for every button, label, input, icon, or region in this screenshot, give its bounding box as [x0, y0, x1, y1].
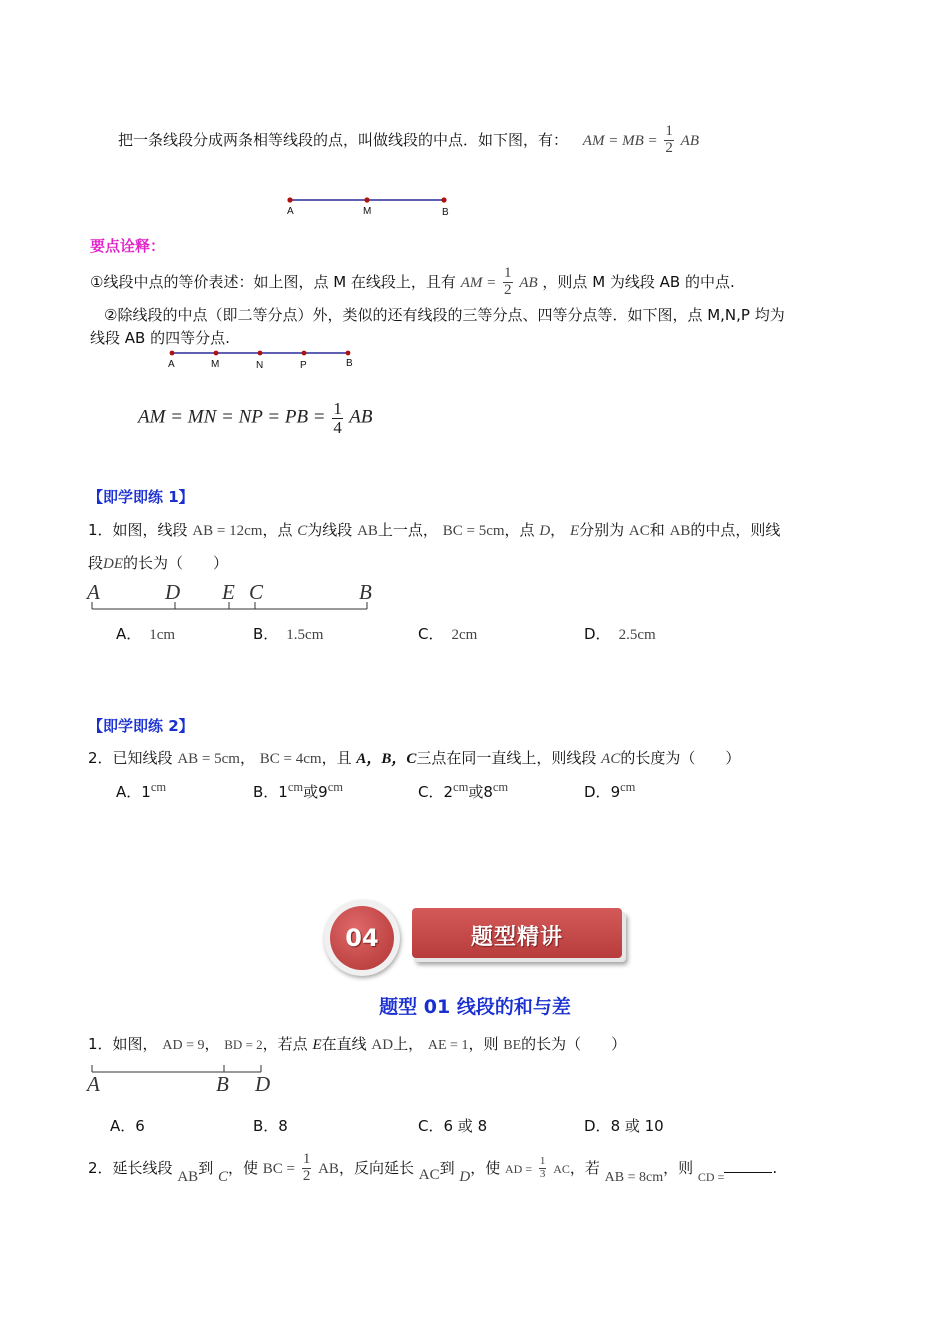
- practice1-question-line1: 1．如图，线段 AB = 12cm，点 C为线段 AB上一点， BC = 5cm，点 D， E分别为 AC和 AB的中点，则线: [88, 521, 781, 539]
- point-b: [441, 197, 446, 202]
- p1-fig-label-d: D: [165, 580, 181, 604]
- practice1-title: 【即学即练 1】: [88, 488, 194, 506]
- p1-option-b[interactable]: B． 1.5cm: [253, 625, 324, 643]
- banner-number: 04: [345, 924, 379, 952]
- point-m: [364, 197, 369, 202]
- p2-option-a[interactable]: A．$1^{cm}$: [116, 780, 167, 801]
- fig2-label-b: B: [346, 358, 353, 369]
- fig2-label-m: M: [211, 359, 220, 370]
- p1-fig-label-b: B: [359, 580, 372, 604]
- intro-formula-right: AB: [680, 132, 699, 149]
- practice2-question: 2．已知线段 AB = 5cm， BC = 4cm，且 A，B，C三点在同一直线上，则线段 AC的长度为（ ）: [88, 749, 741, 767]
- p1-fig-label-c: C: [249, 580, 264, 604]
- keypoint-2-line1: ②除线段的中点（即二等分点）外，类似的还有线段的三等分点、四等分点等．如下图，点 M,N,P 均为: [104, 306, 785, 324]
- q2-fraction-2: $\frac{1}{3}$: [539, 1155, 546, 1180]
- intro-fraction: $\frac{1}{2}$: [665, 123, 673, 156]
- banner-title-box: [412, 908, 622, 958]
- keypoint-2-line2: 线段 AB 的四等分点.: [90, 329, 230, 347]
- fig1-label-b: B: [442, 207, 449, 218]
- q1-figure: [85, 1064, 275, 1078]
- fig1-label-a: A: [287, 206, 294, 217]
- p1-option-a[interactable]: A． 1cm: [116, 625, 176, 643]
- q1-fig-label-b: B: [216, 1072, 229, 1096]
- q1-fig-label-d: D: [255, 1072, 271, 1096]
- practice2-title: 【即学即练 2】: [88, 717, 194, 735]
- keypoints-title: 要点诠释：: [90, 237, 166, 255]
- practice1-figure: [85, 600, 375, 614]
- fig2-label-n: N: [256, 360, 264, 371]
- q1-fig-label-a: A: [87, 1072, 100, 1096]
- keypoint-1-fraction: $\frac{1}{2}$: [504, 265, 512, 298]
- fig2-label-p: P: [300, 360, 307, 371]
- p2-option-b[interactable]: B．$1^{cm}$或$9^{cm}$: [253, 780, 343, 801]
- q1-option-d[interactable]: D．8 或 10: [584, 1117, 664, 1135]
- q1-option-b[interactable]: B．8: [253, 1117, 288, 1135]
- point-a-2: [170, 351, 175, 356]
- intro-text: 把一条线段分成两条相等线段的点，叫做线段的中点．如下图，有：: [118, 130, 569, 149]
- quarter-points-figure: [165, 346, 365, 364]
- section-banner: [322, 898, 632, 978]
- point-n-2: [258, 351, 263, 356]
- p1-fig-label-a: A: [87, 580, 100, 604]
- point-p-2: [302, 351, 307, 356]
- q1-text: 1．如图， AD = 9， BD = 2，若点 E在直线 AD上， AE = 1，则 BE的长为（ ）: [88, 1035, 627, 1053]
- p1-option-d[interactable]: D． 2.5cm: [584, 625, 656, 643]
- intro-formula-left: AM = MB =: [582, 132, 658, 149]
- intro-line: [118, 124, 699, 157]
- q1-option-c[interactable]: C．6 或 8: [418, 1117, 488, 1135]
- section-title: 题型 01 线段的和与差: [379, 996, 571, 1018]
- p1-fig-label-e: E: [222, 580, 235, 604]
- banner-title: 题型精讲: [470, 925, 563, 950]
- q1-option-a[interactable]: A．6: [110, 1117, 145, 1135]
- quarter-fraction: $\frac{1}{4}$: [333, 399, 342, 437]
- q2-answer-blank[interactable]: [724, 1172, 772, 1173]
- quarter-formula: AM = MN = NP = PB = $\frac{1}{4}$ AB: [138, 399, 373, 437]
- practice1-question-line2: 段DE的长为（ ）: [88, 554, 229, 572]
- p2-option-c[interactable]: C．$2^{cm}$或$8^{cm}$: [418, 780, 509, 801]
- p2-option-d[interactable]: D．$9^{cm}$: [584, 780, 636, 801]
- point-b-2: [346, 351, 351, 356]
- fig1-label-m: M: [363, 206, 372, 217]
- point-a: [287, 197, 292, 202]
- fig2-label-a: A: [168, 359, 175, 370]
- banner-number-circle: [330, 906, 394, 970]
- keypoint-1: ①线段中点的等价表述：如上图，点 M 在线段上，且有 AM = $\frac{1}{2}$ AB ，则点 M 为线段 AB 的中点.: [90, 265, 735, 298]
- q2-text: 2．延长线段 AB到 C，使 BC = $\frac{1}{2}$ AB，反向延长 AC到 D，使 AD = $\frac{1}{3}$ AC，若 AB = 8cm，则 $_{CD =}$ .: [88, 1151, 778, 1185]
- q2-fraction-1: $\frac{1}{2}$: [302, 1151, 311, 1184]
- point-m-2: [214, 351, 219, 356]
- p1-option-c[interactable]: C． 2cm: [418, 625, 478, 643]
